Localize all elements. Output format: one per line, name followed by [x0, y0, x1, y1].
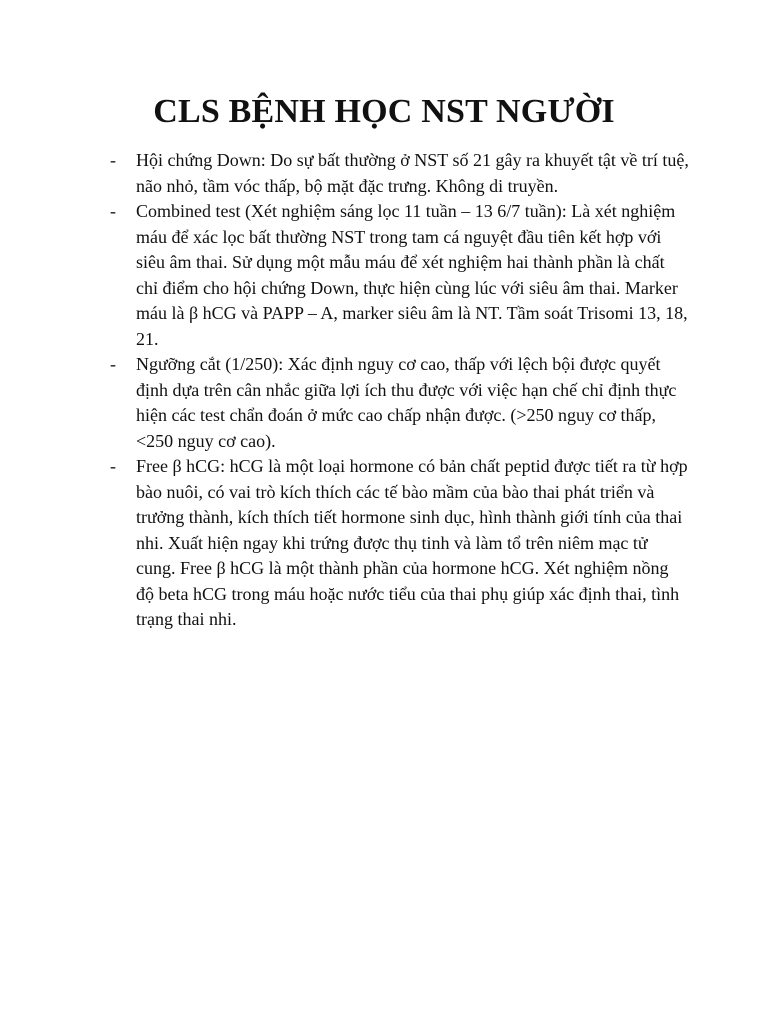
bullet-item-cutoff: [110, 352, 690, 454]
bullet-text: Ngưỡng cắt (1/250): Xác định nguy cơ cao, thấp với lệch bội được quyết định dựa trên cân nhắc giữa lợi ích thu được với việc hạn chế chỉ định thực hiện các test chẩn đoán ở mức cao chấp nhận được. (>250 nguy cơ thấp, <250 nguy cơ cao).: [136, 354, 677, 451]
bullet-dash: -: [110, 201, 116, 221]
bullet-text: Free β hCG: hCG là một loại hormone có bản chất peptid được tiết ra từ hợp bào nuôi, có vai trò kích thích các tế bào mầm của bào thai phát triển và trưởng thành, kích thích tiết hormone sinh dục, hình thành giới tính của thai nhi. Xuất hiện ngay khi trứng được thụ tinh và làm tổ trên niêm mạc tử cung. Free β hCG là một thành phần của hormone hCG. Xét nghiệm nồng độ beta hCG trong máu hoặc nước tiểu của thai phụ giúp xác định thai, tình trạng thai nhi.: [136, 456, 688, 629]
bullet-dash: -: [110, 456, 116, 476]
bullet-item-down-syndrome: [110, 148, 690, 199]
bullet-text: Hội chứng Down: Do sự bất thường ở NST số 21 gây ra khuyết tật về trí tuệ, não nhỏ, tầm vóc thấp, bộ mặt đặc trưng. Không di truyền.: [136, 150, 689, 196]
bullet-text: Combined test (Xét nghiệm sáng lọc 11 tuần – 13 6/7 tuần): Là xét nghiệm máu để xác lọc bất thường NST trong tam cá nguyệt đầu tiên kết hợp với siêu âm thai. Sử dụng một mẫu máu để xét nghiệm hai thành phần là chất chỉ điểm cho hội chứng Down, thực hiện cùng lúc với siêu âm thai. Marker máu là β hCG và PAPP – A, marker siêu âm là NT. Tầm soát Trisomi 13, 18, 21.: [136, 201, 688, 349]
bullet-dash: -: [110, 150, 116, 170]
bullet-item-free-beta-hcg: [110, 454, 690, 633]
bullet-list: [110, 148, 690, 633]
document-title: CLS BỆNH HỌC NST NGƯỜI: [153, 93, 615, 130]
bullet-item-combined-test: [110, 199, 690, 352]
bullet-dash: -: [110, 354, 116, 374]
